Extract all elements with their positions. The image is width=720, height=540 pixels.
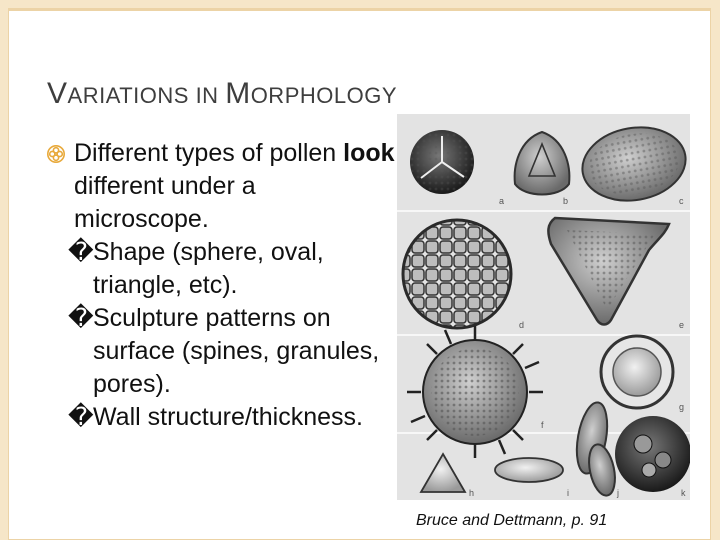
title-part-4: ORPHOLOGY — [250, 83, 397, 108]
pollen-micrograph-drawing — [397, 114, 690, 500]
sub-bullet-text: Wall structure/thickness. — [93, 403, 363, 431]
slide — [9, 9, 710, 539]
sub-bullet-wall — [46, 401, 396, 434]
bullet-flower-icon — [46, 144, 66, 164]
panel-letter: c — [679, 196, 684, 206]
panel-letter: i — [567, 488, 569, 498]
sub-bullet-text: Sculpture patterns on surface (spines, granules, pores). — [93, 304, 380, 398]
panel-letter: h — [469, 488, 475, 498]
panel-letter: a — [499, 196, 505, 206]
title-part-3: M — [225, 77, 251, 110]
panel-letter: d — [519, 320, 525, 330]
slide-top-rule — [9, 9, 710, 11]
panel-letter: b — [563, 196, 569, 206]
sub-bullet-shape — [46, 236, 396, 302]
panel-letter: e — [679, 320, 685, 330]
panel-letter: k — [681, 488, 686, 498]
bullet-list — [46, 137, 396, 434]
panel-letter: g — [679, 402, 685, 412]
sub-bullet-marker: � — [68, 238, 94, 266]
pollen-micrograph — [397, 114, 690, 500]
slide-title — [47, 77, 397, 111]
title-part-2: ARIATIONS IN — [67, 83, 226, 108]
figure-caption: Bruce and Dettmann, p. 91 — [416, 512, 608, 529]
panel-letter: j — [617, 488, 619, 498]
bullet-main-text-2: different under a microscope. — [74, 172, 256, 233]
title-part-1: V — [47, 77, 68, 110]
panel-letter: f — [541, 420, 544, 430]
sub-bullet-sculpture — [46, 302, 396, 401]
bullet-main-bold: look — [343, 139, 395, 167]
sub-bullet-marker: � — [68, 403, 94, 431]
bullet-main — [46, 137, 396, 236]
bullet-main-text-1: Different types of pollen — [74, 139, 344, 167]
sub-bullet-text: Shape (sphere, oval, triangle, etc). — [93, 238, 324, 299]
sub-bullet-marker: � — [68, 304, 94, 332]
